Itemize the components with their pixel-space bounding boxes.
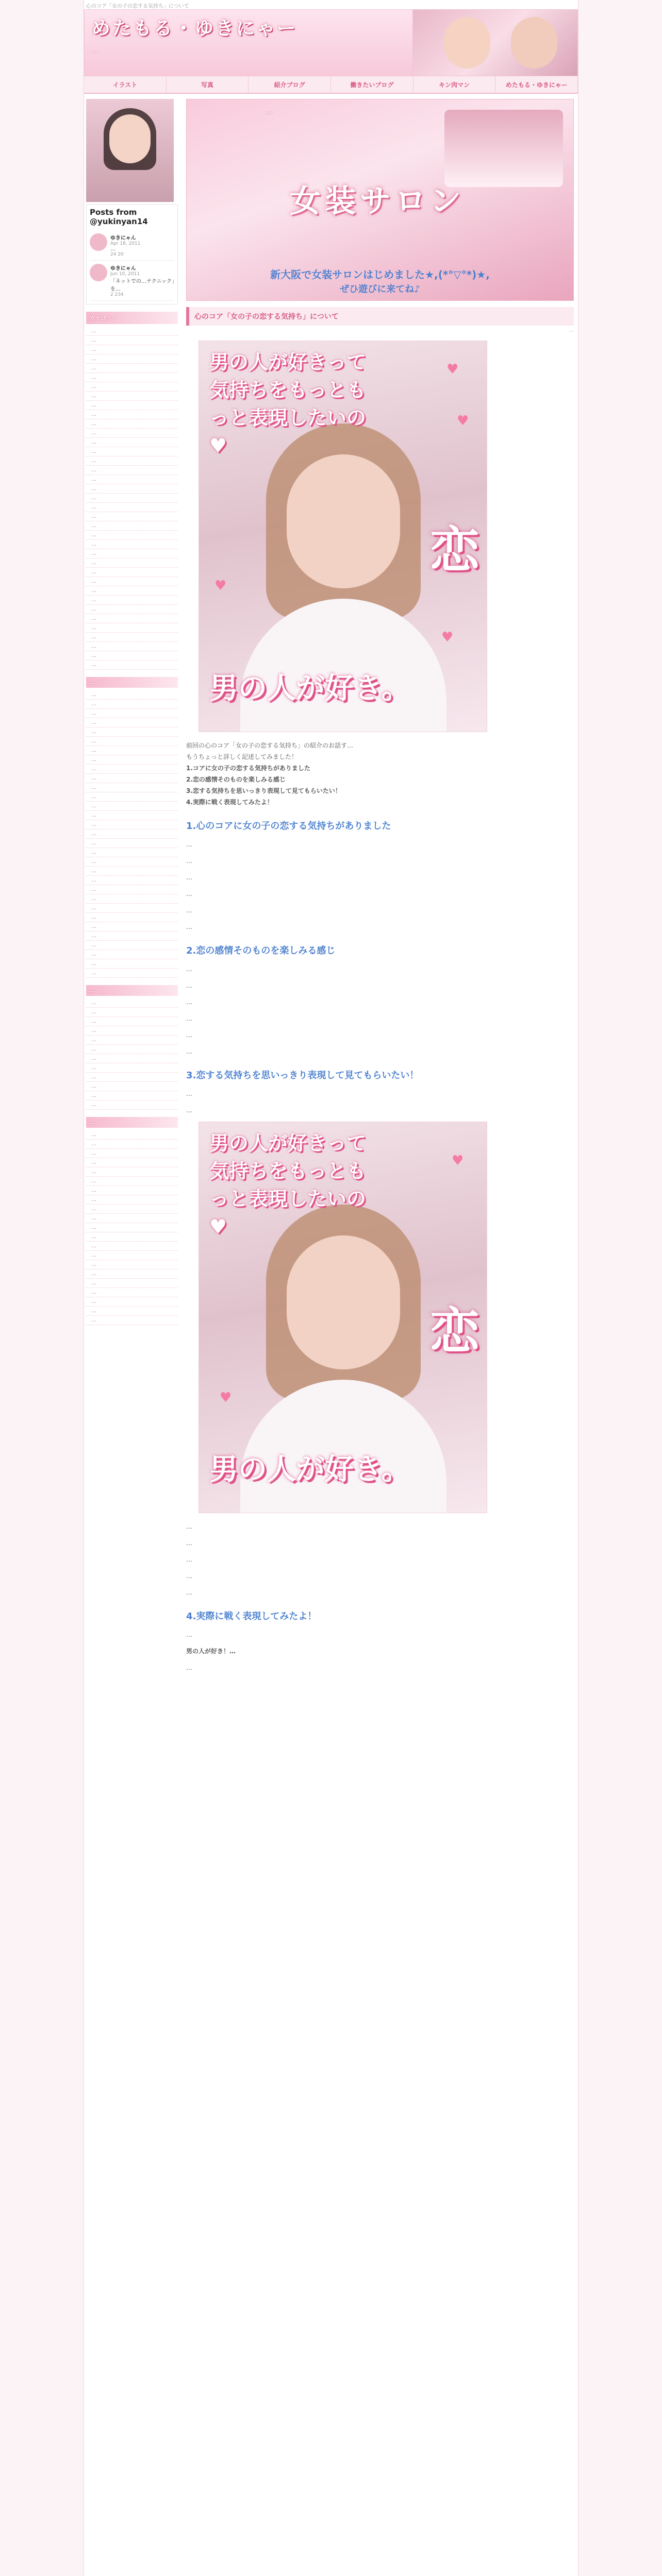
paragraph: … — [186, 1556, 192, 1563]
sidebar-link[interactable]: … — [86, 727, 178, 737]
sidebar-link[interactable]: … — [86, 503, 178, 512]
post-intro — [186, 740, 574, 807]
sidebar-link[interactable]: … — [86, 829, 178, 839]
tweet-author[interactable]: ゆきにゃん — [110, 235, 136, 241]
paragraph: … — [186, 1107, 192, 1114]
heart-icon: ♥ — [214, 578, 227, 594]
paragraph: … — [186, 1015, 192, 1022]
sidebar-link[interactable]: … — [86, 885, 178, 894]
sidebar-link[interactable]: … — [86, 382, 178, 392]
sidebar-link[interactable]: … — [86, 494, 178, 503]
sidebar-link[interactable]: … — [86, 596, 178, 605]
sidebar-link[interactable]: … — [86, 848, 178, 857]
sidebar-link[interactable]: … — [86, 894, 178, 904]
ad-subtitle: 新大阪で女装サロンはじめました★,(*°▽°*)★, — [270, 268, 490, 281]
paragraph: … — [186, 998, 192, 1006]
sidebar-link[interactable]: … — [86, 922, 178, 931]
post-after-image — [186, 1521, 574, 1598]
sidebar-link[interactable]: … — [86, 839, 178, 848]
sidebar-link[interactable]: … — [86, 614, 178, 623]
profile-face — [109, 114, 151, 163]
twitter-widget-title[interactable]: Posts from @yukinyan14 — [90, 208, 148, 226]
sidebar-link[interactable]: … — [86, 802, 178, 811]
sidebar-link[interactable]: … — [86, 531, 178, 540]
sidebar-link[interactable]: … — [86, 577, 178, 586]
sidebar-link[interactable]: … — [86, 700, 178, 709]
heart-icon: ♥ — [446, 362, 459, 377]
paragraph: … — [186, 841, 192, 848]
nav-item[interactable]: 写真 — [167, 76, 249, 93]
sidebar-link[interactable]: … — [86, 1205, 178, 1214]
header-face-left — [444, 17, 490, 69]
image-caption-koi: 恋 — [430, 521, 479, 579]
paragraph: … — [186, 1048, 192, 1055]
sidebar-link[interactable]: … — [86, 605, 178, 614]
sidebar-link[interactable]: … — [86, 1054, 178, 1063]
sidebar-box — [86, 312, 178, 670]
paragraph: … — [186, 965, 192, 973]
tweet-body — [110, 264, 174, 297]
heart-icon: ♥ — [220, 1390, 232, 1405]
paragraph: … — [186, 923, 192, 930]
sidebar-link[interactable]: … — [86, 690, 178, 700]
ad-salon-title: 女装サロン — [290, 183, 465, 219]
tweet-text: … — [110, 246, 115, 252]
sidebar-link[interactable]: … — [86, 438, 178, 447]
nav-item[interactable]: キン肉マン — [413, 76, 496, 93]
post-meta: … — [569, 328, 574, 333]
image-face — [287, 1235, 400, 1369]
sidebar-link[interactable]: … — [86, 737, 178, 746]
sidebar-link[interactable]: … — [86, 867, 178, 876]
avatar[interactable] — [90, 233, 107, 251]
paragraph: … — [186, 890, 192, 897]
sidebar-link[interactable]: … — [86, 447, 178, 456]
sidebar-link[interactable]: … — [86, 1260, 178, 1269]
nav-item[interactable]: イラスト — [84, 76, 167, 93]
sidebar-link[interactable]: … — [86, 1232, 178, 1242]
sidebar-list — [86, 1130, 178, 1325]
post-title[interactable]: 心のコア「女の子の恋する気持ち」について — [186, 307, 574, 326]
sidebar-link[interactable]: … — [86, 540, 178, 549]
sidebar-link[interactable]: … — [86, 364, 178, 373]
sidebar-link[interactable]: … — [86, 1316, 178, 1325]
sidebar-link[interactable]: … — [86, 1167, 178, 1177]
sidebar-link[interactable]: … — [86, 1288, 178, 1297]
sidebar-link[interactable]: … — [86, 651, 178, 660]
sidebar-box — [86, 985, 178, 1110]
sidebar-link[interactable]: … — [86, 1091, 178, 1100]
post-sections — [186, 819, 574, 1115]
sidebar-link[interactable]: … — [86, 401, 178, 410]
image-caption-bottom: 男の人が好き。 — [209, 1453, 410, 1486]
sidebar-link[interactable]: … — [86, 1251, 178, 1260]
sidebar-link[interactable]: … — [86, 354, 178, 364]
heart-icon: ♥ — [452, 1153, 464, 1168]
nav-item[interactable]: めたもる・ゆきにゃー — [495, 76, 578, 93]
sidebar-list — [86, 690, 178, 978]
section-heading: 1.心のコアに女の子の恋する気持ちがありました — [186, 821, 391, 832]
sidebar-link[interactable]: … — [86, 327, 178, 336]
paragraph: … — [186, 1572, 192, 1580]
sidebar-link[interactable]: … — [86, 1297, 178, 1307]
sidebar-link[interactable]: … — [86, 586, 178, 596]
sidebar-link[interactable]: … — [86, 792, 178, 802]
sidebar-link[interactable]: … — [86, 1036, 178, 1045]
sidebar-link[interactable]: … — [86, 1307, 178, 1316]
tweet-list — [90, 230, 174, 301]
sidebar-link[interactable]: … — [86, 746, 178, 755]
paragraph: … — [186, 874, 192, 881]
blog-description: … — [92, 47, 97, 54]
tweet-date[interactable]: Jun 10, 2011 — [110, 272, 140, 277]
twitter-widget — [86, 204, 178, 304]
sidebar-link[interactable]: … — [86, 1214, 178, 1223]
paragraph: … — [186, 1589, 192, 1596]
sidebar-link[interactable]: … — [86, 1073, 178, 1082]
sidebar-list — [86, 998, 178, 1110]
sidebar-link[interactable]: … — [86, 373, 178, 382]
post-section-4 — [186, 1630, 574, 1673]
intro-line: 2.恋の感情そのものを楽しみる感じ — [186, 776, 286, 783]
sidebar-link[interactable]: … — [86, 857, 178, 867]
sidebar — [84, 99, 181, 1679]
sidebar-link[interactable]: … — [86, 969, 178, 978]
sidebar-link[interactable]: … — [86, 913, 178, 922]
sidebar-link[interactable]: … — [86, 811, 178, 820]
sidebar-link[interactable]: … — [86, 765, 178, 774]
paragraph: … — [186, 1523, 192, 1530]
intro-line: 1.コアに女の子の恋する気持ちがありました — [186, 765, 310, 772]
header-face-right — [511, 17, 557, 69]
sidebar-heading: … — [86, 677, 178, 688]
sidebar-link[interactable]: … — [86, 998, 178, 1008]
sidebar-link[interactable]: … — [86, 429, 178, 438]
paragraph: … — [186, 1031, 192, 1039]
avatar[interactable] — [90, 264, 107, 281]
sidebar-link[interactable]: … — [86, 755, 178, 765]
content-body — [84, 99, 578, 1679]
image-caption-top: 男の人が好きって気持ちをもっともっと表現したいの♥ — [209, 351, 367, 457]
breadcrumb: 心のコア「女の子の恋する気持ち」について — [86, 4, 189, 9]
nav-item[interactable]: 紹介ブログ — [249, 76, 331, 93]
section-heading: 2.恋の感情そのものを楽しみる感じ — [186, 945, 336, 956]
sidebar-link[interactable]: … — [86, 1008, 178, 1017]
sidebar-link[interactable]: … — [86, 336, 178, 345]
sidebar-link[interactable]: … — [86, 718, 178, 727]
sidebar-link[interactable]: … — [86, 558, 178, 568]
global-nav — [84, 76, 578, 94]
sidebar-link[interactable]: … — [86, 1063, 178, 1073]
paragraph: … — [186, 1090, 192, 1097]
paragraph: … — [186, 857, 192, 865]
paragraph: … — [186, 1539, 192, 1547]
sidebar-link[interactable]: … — [86, 1130, 178, 1140]
sidebar-link[interactable]: … — [86, 783, 178, 792]
sidebar-link[interactable]: … — [86, 419, 178, 429]
sidebar-link[interactable]: … — [86, 456, 178, 466]
sidebar-link[interactable]: … — [86, 1186, 178, 1195]
paragraph: 男の人が好き！… — [186, 1648, 236, 1655]
sidebar-link[interactable]: … — [86, 1242, 178, 1251]
sidebar-link[interactable]: … — [86, 410, 178, 419]
sidebar-link[interactable]: … — [86, 1223, 178, 1232]
sidebar-link[interactable]: … — [86, 633, 178, 642]
paragraph: … — [186, 1631, 192, 1638]
sidebar-link[interactable]: … — [86, 475, 178, 484]
sidebar-link[interactable]: … — [86, 484, 178, 494]
nav-item[interactable]: 働きたいブログ — [331, 76, 413, 93]
sidebar-link[interactable]: … — [86, 345, 178, 354]
sidebar-link[interactable]: … — [86, 941, 178, 950]
tweet-body — [110, 233, 141, 257]
intro-line: 3.恋する気持ちを思いっきり表現して見てもらいたい！ — [186, 787, 341, 794]
sidebar-link[interactable]: … — [86, 568, 178, 577]
sidebar-link[interactable]: … — [86, 1149, 178, 1158]
sidebar-boxes — [86, 312, 178, 1325]
tweet — [90, 261, 174, 301]
sidebar-link[interactable]: … — [86, 1082, 178, 1091]
image-caption-top: 男の人が好きって気持ちをもっともっと表現したいの♥ — [209, 1132, 367, 1238]
tweet-stats: 24 20 — [110, 252, 124, 257]
sidebar-link[interactable]: … — [86, 774, 178, 783]
paragraph: … — [186, 982, 192, 989]
sidebar-link[interactable]: … — [86, 1045, 178, 1054]
sidebar-heading: カテゴリー — [86, 312, 178, 324]
section-heading: 4.実際に戦く表現してみたよ！ — [186, 1611, 317, 1622]
sidebar-link[interactable]: … — [86, 1158, 178, 1167]
sidebar-link[interactable]: … — [86, 512, 178, 521]
header-photo — [412, 10, 577, 76]
intro-line: もうちょっと詳しく記述してみました！ — [186, 753, 298, 760]
post-image-1 — [198, 341, 487, 732]
paragraph: … — [186, 1664, 192, 1671]
sidebar-box — [86, 1117, 178, 1325]
post-image-2 — [198, 1122, 487, 1513]
paragraph: … — [186, 907, 192, 914]
section-heading: 3.恋する気持ちを思いっきり表現して見てもらいたい！ — [186, 1070, 419, 1081]
tweet-text: 「ネットでの…テクニック」を… — [110, 279, 174, 292]
sidebar-heading: … — [86, 1117, 178, 1128]
sidebar-link[interactable]: … — [86, 642, 178, 651]
sidebar-link[interactable]: … — [86, 660, 178, 670]
image-caption-koi: 恋 — [430, 1302, 479, 1360]
tweet-date[interactable]: Apr 18, 2011 — [110, 241, 141, 246]
sidebar-link[interactable]: … — [86, 931, 178, 941]
tweet-author[interactable]: ゆきにゃん — [110, 266, 136, 272]
sidebar-link[interactable]: … — [86, 392, 178, 401]
sidebar-link[interactable]: … — [86, 1177, 178, 1186]
salon-ad-banner[interactable] — [186, 99, 574, 301]
image-face — [287, 454, 400, 588]
sidebar-list — [86, 327, 178, 670]
sidebar-link[interactable]: … — [86, 1100, 178, 1110]
ad-top-text: … — [266, 108, 273, 115]
page-wrapper — [84, 0, 578, 2576]
heart-icon: ♥ — [457, 413, 469, 429]
intro-line: 前回の心のコア「女の子の恋する気持ち」の紹介のお話す… — [186, 742, 354, 749]
sidebar-link[interactable]: … — [86, 521, 178, 531]
sidebar-link[interactable]: … — [86, 709, 178, 718]
image-caption-bottom: 男の人が好き。 — [209, 672, 410, 705]
profile-photo — [86, 99, 174, 202]
sidebar-box — [86, 677, 178, 978]
blog-title[interactable]: めたもる・ゆきにゃー — [92, 18, 298, 39]
blog-header — [84, 9, 578, 76]
sidebar-link[interactable]: … — [86, 623, 178, 633]
sidebar-link[interactable]: … — [86, 959, 178, 969]
sidebar-link[interactable]: … — [86, 1026, 178, 1036]
heart-icon: ♥ — [441, 630, 454, 645]
tweet-stats: 2 234 — [110, 292, 124, 297]
intro-line: 4.実際に戦く表現してみたよ！ — [186, 799, 273, 806]
sidebar-link[interactable]: … — [86, 466, 178, 475]
sidebar-heading: … — [86, 985, 178, 996]
sidebar-link[interactable]: … — [86, 1017, 178, 1026]
ad-photo — [444, 110, 563, 187]
sidebar-link[interactable]: … — [86, 1269, 178, 1279]
sidebar-link[interactable]: … — [86, 820, 178, 829]
sidebar-link[interactable]: … — [86, 1195, 178, 1205]
main-column — [181, 99, 578, 1679]
sidebar-link[interactable]: … — [86, 904, 178, 913]
tweet — [90, 230, 174, 261]
sidebar-link[interactable]: … — [86, 950, 178, 959]
sidebar-link[interactable]: … — [86, 876, 178, 885]
sidebar-link[interactable]: … — [86, 1140, 178, 1149]
sidebar-link[interactable]: … — [86, 549, 178, 558]
ad-subtitle-2: ぜひ遊びに来てね♪ — [340, 284, 420, 295]
sidebar-link[interactable]: … — [86, 1279, 178, 1288]
